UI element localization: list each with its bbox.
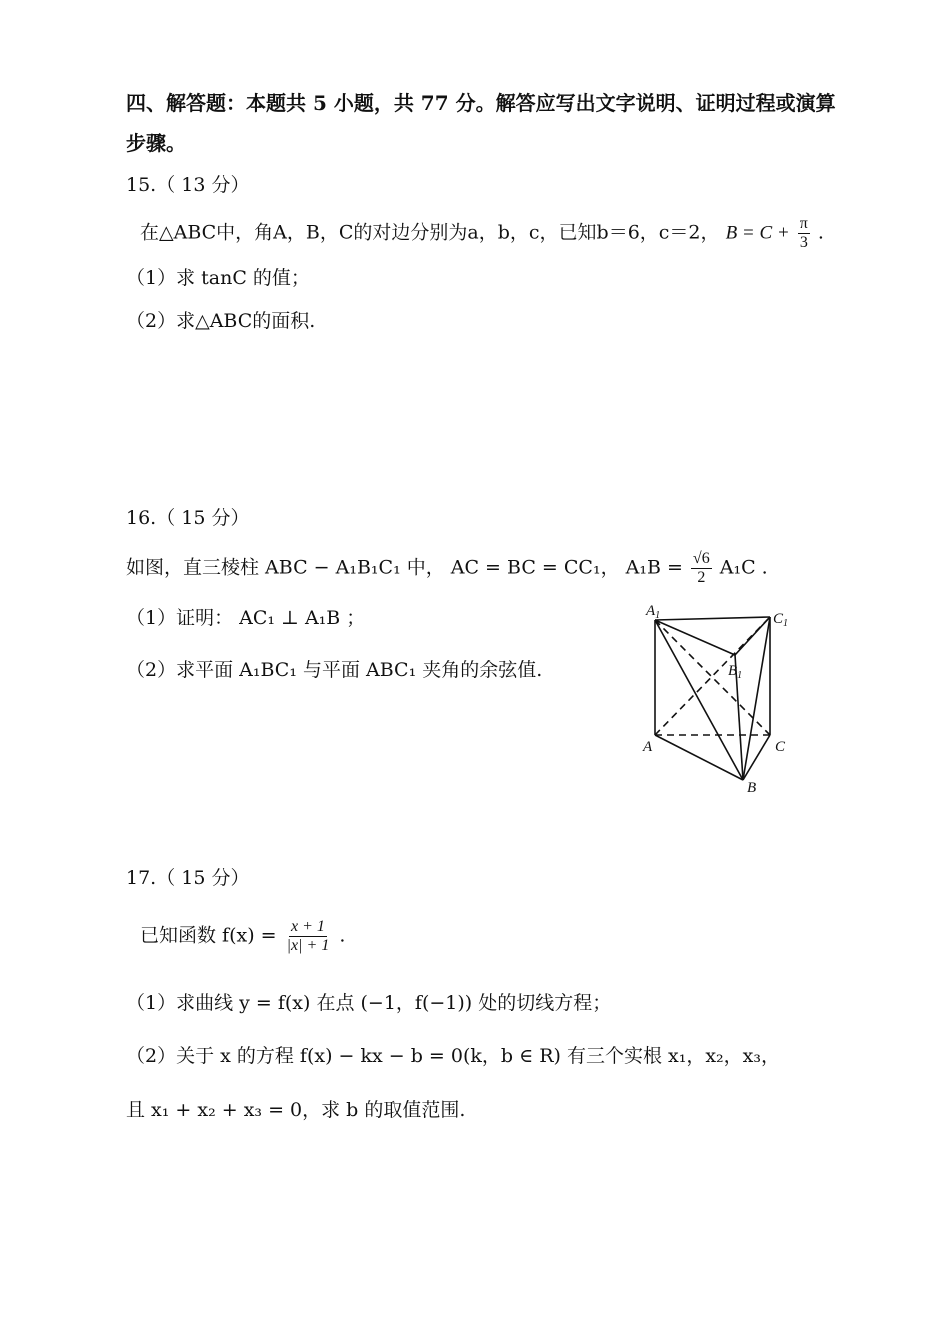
q15-stem-text: 在△ABC中，角A，B，C的对边分别为a，b，c，已知b＝6，c＝2， (140, 221, 720, 244)
q15-header: 15.（ 13 分） (126, 174, 250, 196)
section-heading-line2: 步骤。 (126, 131, 186, 155)
q17-function-fraction (285, 918, 332, 955)
q15-pi-fraction (798, 215, 810, 252)
q15-stem-eq: B = C + (725, 222, 790, 244)
q15-frac-num: π (799, 215, 808, 232)
q17-frac-den: |x| + 1 (286, 937, 330, 954)
q17-stem-end: . (339, 924, 346, 947)
q16-header: 16.（ 15 分） (126, 507, 250, 529)
label-A: A (643, 739, 653, 755)
edge-A1-B (655, 620, 743, 780)
q17-header: 17.（ 15 分） (126, 867, 250, 889)
q16-frac-num: √6 (692, 550, 710, 567)
q15-part2: （2）求△ABC的面积. (126, 310, 316, 332)
q16-stem (126, 550, 768, 587)
q17-stem (140, 918, 345, 955)
label-A1: $A_1$ (646, 603, 661, 621)
q15-frac-den: 3 (799, 234, 808, 251)
label-B: B (747, 780, 757, 796)
q16-stem-text: 如图，直三棱柱 ABC − A₁B₁C₁ 中， AC = BC = CC₁， A₁B = (126, 556, 683, 579)
q15-part1: （1）求 tanC 的值； (126, 267, 310, 289)
q17-part1: （1）求曲线 y = f(x) 在点 (−1，f(−1)) 处的切线方程； (126, 992, 612, 1014)
q17-part2: （2）关于 x 的方程 f(x) − kx − b = 0(k，b ∈ R) 有三个实根 x₁，x₂，x₃， (126, 1045, 780, 1067)
q17-frac-num: x + 1 (291, 918, 325, 935)
q16-part2: （2）求平面 A₁BC₁ 与平面 ABC₁ 夹角的余弦值. (126, 659, 543, 681)
q17-part2-continued: 且 x₁ + x₂ + x₃ = 0，求 b 的取值范围. (126, 1099, 466, 1121)
label-B1: $B_1$ (728, 663, 743, 681)
label-C1: $C_1$ (773, 611, 789, 629)
q17-stem-text: 已知函数 f(x) = (140, 924, 277, 947)
q16-stem-end: A₁C . (719, 556, 768, 579)
prism-figure (630, 595, 810, 800)
q15-stem-end: . (817, 221, 824, 244)
q16-sqrt6-fraction (691, 550, 712, 587)
edge-A1-C1 (655, 617, 770, 620)
edge-A1-B1 (655, 620, 735, 655)
section-heading-line1: 四、解答题：本题共 5 小题，共 77 分。解答应写出文字说明、证明过程或演算 (126, 91, 836, 115)
label-C: C (775, 739, 786, 755)
q15-stem (140, 215, 824, 252)
q16-frac-den: 2 (697, 569, 706, 586)
q16-part1: （1）证明： AC₁ ⊥ A₁B ； (126, 607, 366, 629)
